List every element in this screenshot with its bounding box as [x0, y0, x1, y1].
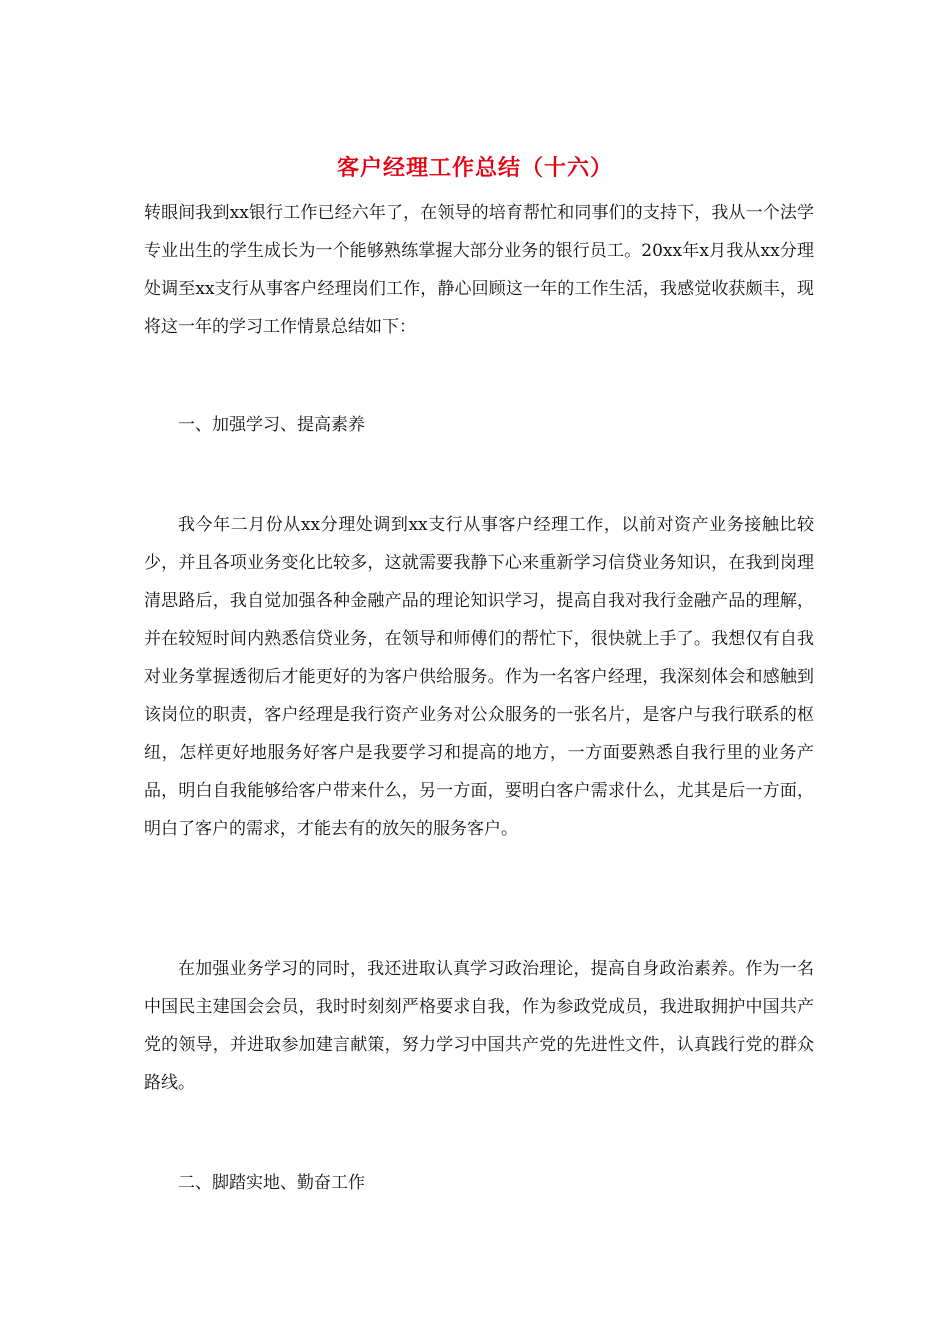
section-2-heading: 二、脚踏实地、勤奋工作 [178, 1173, 365, 1193]
section-1-paragraph-2: 在加强业务学习的同时，我还进取认真学习政治理论，提高自身政治素养。作为一名中国民主建国会会员，我时时刻刻严格要求自我，作为参政党成员，我进取拥护中国共产党的领导，并进取参加建言献策，努力学习中国共产党的先进性文件，认真践行党的群众路线。 [144, 959, 814, 1093]
section-1-paragraph-1: 我今年二月份从xx分理处调到xx支行从事客户经理工作，以前对资产业务接触比较少，并且各项业务变化比较多，这就需要我静下心来重新学习信贷业务知识，在我到岗理清思路后，我自觉加强各种金融产品的理论知识学习，提高自我对我行金融产品的理解，并在较短时间内熟悉信贷业务，在领导和师傅们的帮忙下，很快就上手了。我想仅有自我对业务掌握透彻后才能更好的为客户供给服务。作为一名客户经理，我深刻体会和感触到该岗位的职责，客户经理是我行资产业务对公众服务的一张名片，是客户与我行联系的枢纽，怎样更好地服务好客户是我要学习和提高的地方，一方面要熟悉自我行里的业务产品，明白自我能够给客户带来什么，另一方面，要明白客户需求什么，尤其是后一方面，明白了客户的需求，才能去有的放矢的服务客户。 [144, 515, 814, 839]
intro-paragraph: 转眼间我到xx银行工作已经六年了，在领导的培育帮忙和同事们的支持下，我从一个法学专业出生的学生成长为一个能够熟练掌握大部分业务的银行员工。20xx年x月我从xx分理处调至xx支行从事客户经理岗们工作，静心回顾这一年的工作生活，我感觉收获颇丰，现将这一年的学习工作情景总结如下： [144, 203, 814, 337]
document-title: 客户经理工作总结（十六） [336, 155, 613, 181]
section-1-heading: 一、加强学习、提高素养 [178, 415, 365, 435]
